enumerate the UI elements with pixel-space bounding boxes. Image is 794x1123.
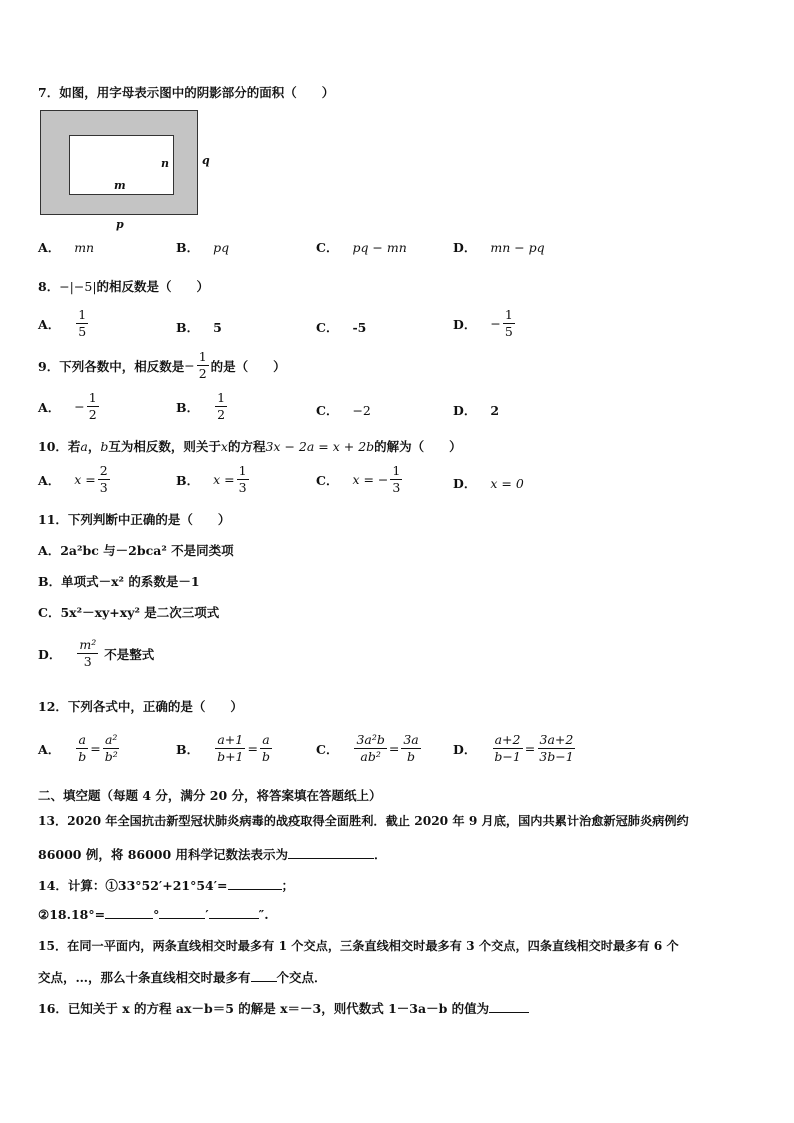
- label-p: p: [116, 218, 124, 231]
- q8-stem: 8．−|−5|的相反数是（ ）: [38, 279, 210, 294]
- q15-answer-blank[interactable]: [251, 969, 277, 982]
- q15-line1: 15．在同一平面内，两条直线相交时最多有 1 个交点，三条直线相交时最多有 3 个交点，四条直线相交时最多有 6 个: [38, 939, 679, 953]
- q10-stem: 10．若a，b互为相反数，则关于x的方程3x − 2a = x + 2b的解为（ ）: [38, 439, 462, 454]
- q8-option-a[interactable]: A． $\frac{1}{5}$: [38, 307, 87, 340]
- q7-option-a[interactable]: A． mn: [38, 239, 95, 255]
- q10-equation: 3x − 2a = x + 2b: [265, 439, 375, 454]
- q14-line2: ②18.18°= ° ′ ″.: [38, 907, 269, 922]
- q12-option-c[interactable]: C． $\frac{\text{3a²b}}{\text{ab²}}$ = $\frac{3a}{b}$: [316, 732, 419, 765]
- q14-answer-blank-1[interactable]: [228, 877, 282, 890]
- q8-expression: −|−5|: [59, 279, 97, 294]
- q14-blank-degrees[interactable]: [105, 906, 153, 919]
- q9-option-b[interactable]: B． $\frac{1}{2}$: [176, 390, 226, 423]
- label-m: m: [114, 179, 126, 192]
- q16-line: 16．已知关于 x 的方程 ax－b＝5 的解是 x＝－3，则代数式 1－3a－b 的值为: [38, 999, 529, 1017]
- q10-option-b[interactable]: B． x = $\frac{1}{3}$: [176, 463, 247, 496]
- q7-option-c[interactable]: C． pq − mn: [316, 239, 407, 255]
- q9-stem: 9．下列各数中，相反数是 − $\frac{1}{2}$ 的是（ ）: [38, 349, 286, 382]
- q14-blank-minutes[interactable]: [159, 906, 205, 919]
- q13-line1: 13．2020 年全国抗击新型冠状肺炎病毒的战疫取得全面胜利．截止 2020 年 9 月底，国内共累计治愈新冠肺炎病例约: [38, 814, 689, 828]
- q12-option-d[interactable]: D． $\frac{a+2}{b-1}$ = $\frac{3a+2}{3b-1}$: [453, 732, 574, 765]
- q12-option-a[interactable]: A． $\frac{a}{b}$ = $\frac{\text{a²}}{\text{b²}}$: [38, 732, 118, 765]
- q12-option-b[interactable]: B． $\frac{a+1}{b+1}$ = $\frac{a}{b}$: [176, 732, 271, 765]
- q16-answer-blank[interactable]: [489, 1000, 529, 1013]
- q9-option-a[interactable]: A． − $\frac{1}{2}$: [38, 390, 97, 423]
- q9-option-d[interactable]: D． 2: [453, 402, 500, 418]
- q11-option-a[interactable]: A．2a²bc 与－2bca² 不是同类项: [38, 543, 234, 558]
- label-n: n: [161, 157, 169, 170]
- q7-option-d[interactable]: D． mn − pq: [453, 239, 545, 255]
- q8-option-b[interactable]: B． 5: [176, 319, 222, 335]
- q11-stem: 11．下列判断中正确的是（ ）: [38, 512, 231, 527]
- q12-stem: 12．下列各式中，正确的是（ ）: [38, 699, 243, 714]
- q10-option-d[interactable]: D． x = 0: [453, 475, 524, 491]
- q7-stem: 7．如图，用字母表示图中的阴影部分的面积（ ）: [38, 85, 335, 100]
- q9-option-c[interactable]: C． −2: [316, 402, 371, 418]
- q8-option-c[interactable]: C． -5: [316, 319, 367, 335]
- q13-answer-blank[interactable]: [288, 846, 374, 859]
- q14-blank-seconds[interactable]: [209, 906, 259, 919]
- q13-line2: 86000 例，将 86000 用科学记数法表示为 ．: [38, 847, 387, 862]
- q10-option-a[interactable]: A． x = $\frac{2}{3}$: [38, 463, 108, 496]
- q10-option-c[interactable]: C． x = − $\frac{1}{3}$: [316, 463, 401, 496]
- q15-line2: 交点，…，那么十条直线相交时最多有 个交点．: [38, 970, 327, 985]
- q11-option-c[interactable]: C．5x²－xy+xy² 是二次三项式: [38, 605, 220, 620]
- q7-option-b[interactable]: B． pq: [176, 239, 230, 255]
- label-q: q: [202, 154, 210, 167]
- section-heading: 二、填空题（每题 4 分，满分 20 分，将答案填在答题纸上）: [38, 788, 382, 803]
- q11-option-d[interactable]: D． $\frac{\text{m²}}{3}$ 不是整式: [38, 637, 155, 670]
- q8-option-d[interactable]: D． − $\frac{1}{5}$: [453, 307, 513, 340]
- q11-option-b[interactable]: B．单项式－x² 的系数是－1: [38, 574, 200, 589]
- q14-line1: 14．计算：①33°52′+21°54′= ；: [38, 878, 295, 893]
- shaded-rectangle-figure: [40, 110, 198, 215]
